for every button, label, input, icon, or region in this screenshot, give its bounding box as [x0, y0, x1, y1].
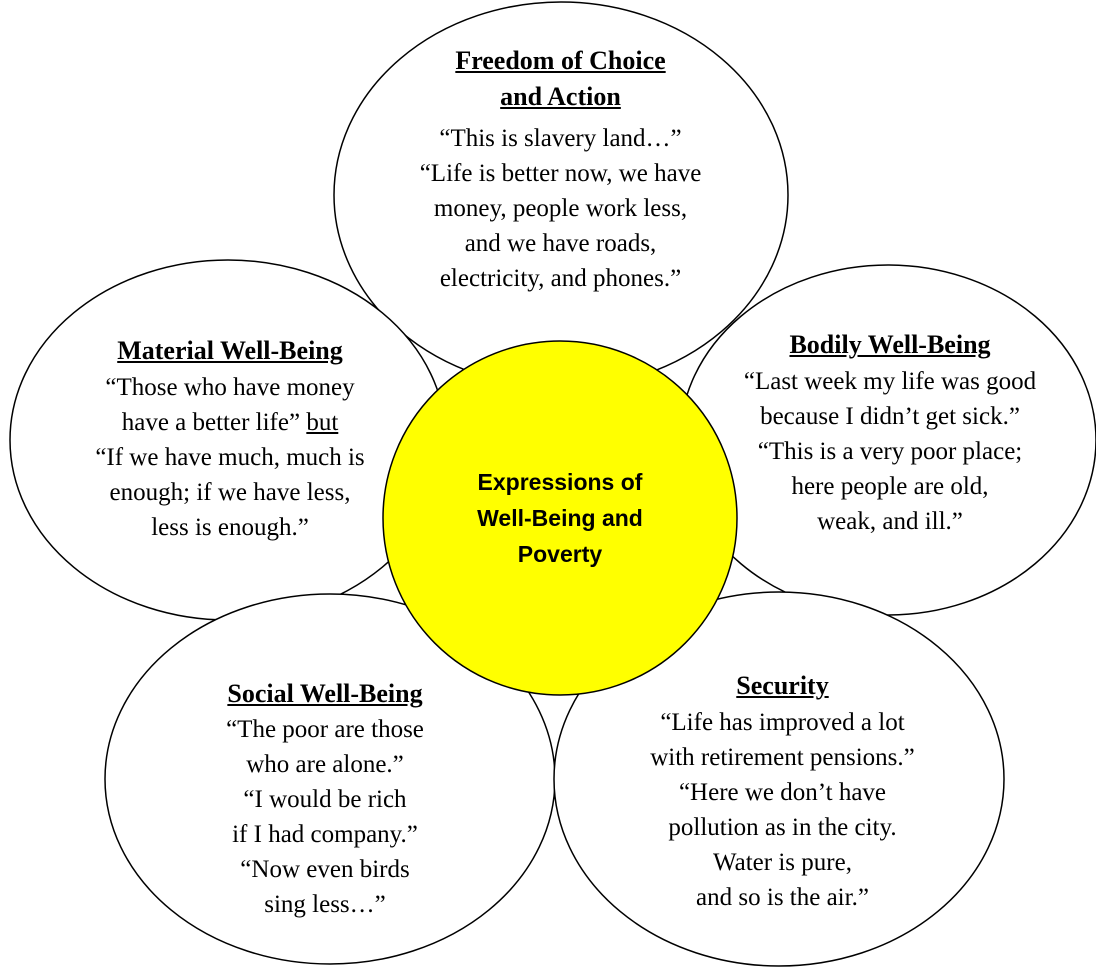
petal-bodily — [700, 327, 1080, 539]
petal-freedom — [368, 43, 753, 296]
petal-security — [595, 668, 970, 915]
petal-material — [30, 333, 430, 545]
petal-bodily-title: Bodily Well-Being — [789, 330, 991, 359]
petal-social — [145, 676, 505, 922]
petal-material-quote-part2: “If we have much, much is enough; if we have less, less is enough.” — [95, 444, 365, 541]
petal-material-quotes — [30, 370, 430, 545]
petal-material-quote-part1: “Those who have money have a better life” — [105, 374, 355, 436]
petal-freedom-title: Freedom of Choice and Action — [455, 46, 666, 111]
petal-security-title: Security — [736, 671, 829, 700]
petal-freedom-quotes: “This is slavery land…” “Life is better now, we have money, people work less, and we have roads, electricity, and phones.” — [419, 125, 702, 292]
center-label: Expressions of Well-Being and Poverty — [477, 469, 643, 567]
petal-security-quotes: “Life has improved a lot with retirement pensions.” “Here we don’t have pollution as in the city. Water is pure, and so is the air.” — [650, 709, 915, 911]
petal-material-underlined-word: but — [306, 409, 339, 436]
petal-material-title: Material Well-Being — [117, 336, 343, 365]
petal-social-title: Social Well-Being — [227, 679, 423, 708]
petal-bodily-quotes: “Last week my life was good because I didn’t get sick.” “This is a very poor place; here people are old, weak, and ill.” — [743, 368, 1037, 535]
petal-social-quotes: “The poor are those who are alone.” “I would be rich if I had company.” “Now even birds sing less…” — [226, 716, 424, 918]
